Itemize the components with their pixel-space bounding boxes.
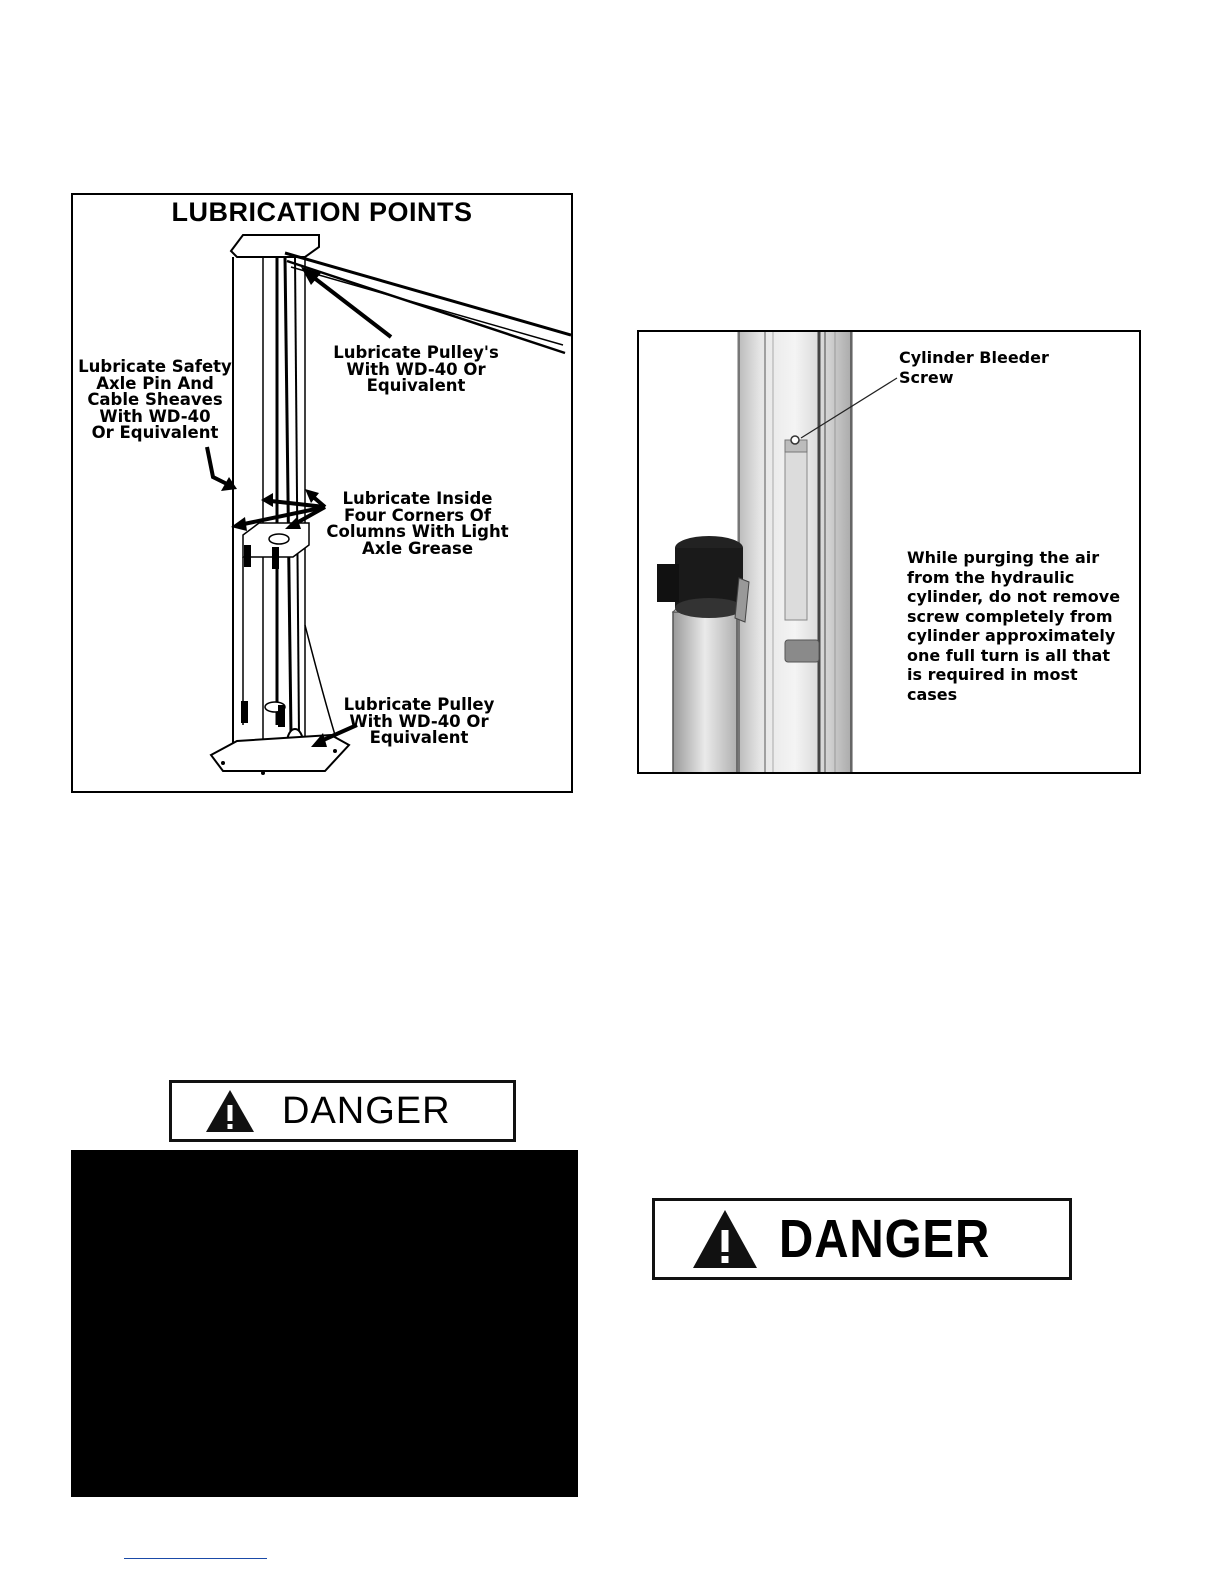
danger-message-panel xyxy=(71,1150,578,1497)
callout-safety-axle: Lubricate Safety Axle Pin And Cable Sheaves With WD-40 Or Equivalent xyxy=(78,357,232,442)
danger-sign xyxy=(652,1198,1072,1280)
footer-link-underline xyxy=(124,1558,267,1559)
warning-triangle-icon xyxy=(204,1088,256,1134)
danger-word: DANGER xyxy=(779,1209,991,1269)
bleeder-screw-label: Cylinder Bleeder Screw xyxy=(899,348,1049,387)
danger-word: DANGER xyxy=(282,1089,451,1132)
warning-triangle-icon xyxy=(691,1208,759,1270)
figure-title: LUBRICATION POINTS xyxy=(171,197,473,227)
cylinder-bleeder-figure xyxy=(637,330,1141,774)
callout-pulley-bottom: Lubricate Pulley With WD-40 Or Equivalent xyxy=(343,695,495,747)
purge-note: While purging the air from the hydraulic cylinder, do not remove screw completely from cylinder approximately one full turn is all that is required in most cases xyxy=(907,548,1121,704)
danger-sign xyxy=(169,1080,516,1142)
callout-pulleys-top: Lubricate Pulley's With WD-40 Or Equivalent xyxy=(333,343,499,395)
lubrication-points-figure xyxy=(71,193,573,793)
callout-column-corners: Lubricate Inside Four Corners Of Columns With Light Axle Grease xyxy=(326,489,509,558)
